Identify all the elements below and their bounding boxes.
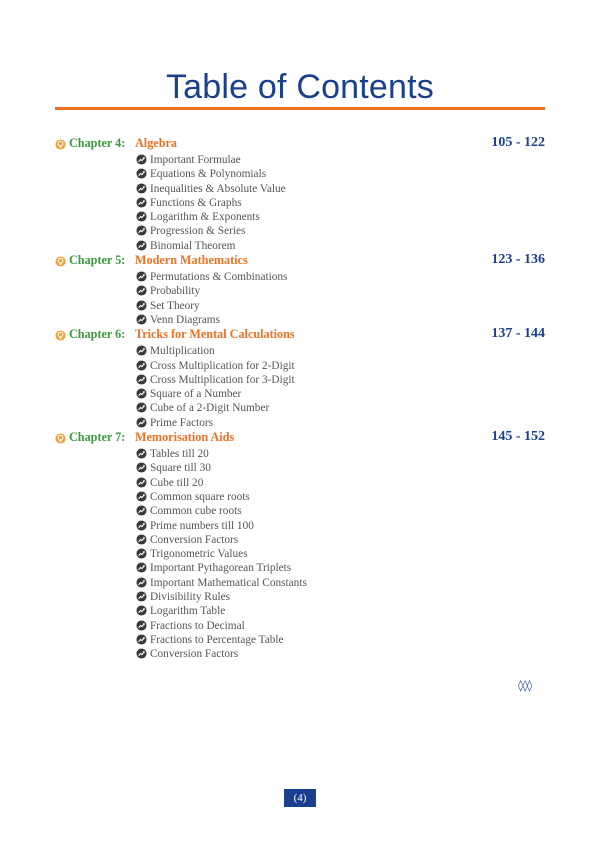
topic-item <box>55 632 545 646</box>
topic-item <box>55 646 545 660</box>
chapter-entry <box>55 135 545 252</box>
trend-arrow-icon <box>136 154 147 165</box>
topic-list <box>55 269 545 326</box>
topic-item <box>55 518 545 532</box>
topic-item <box>55 546 545 560</box>
topic-item <box>55 166 545 180</box>
chapter-label: Chapter 5: <box>69 253 126 268</box>
topic-item <box>55 532 545 546</box>
topic-item <box>55 575 545 589</box>
trend-arrow-icon <box>136 285 147 296</box>
trend-arrow-icon <box>136 374 147 385</box>
topic-label: Multiplication <box>150 345 215 358</box>
trend-arrow-icon <box>136 591 147 602</box>
trend-arrow-icon <box>136 168 147 179</box>
topic-label: Cube till 20 <box>150 476 204 489</box>
topic-label: Important Formulae <box>150 154 241 166</box>
topic-label: Fractions to Decimal <box>150 619 245 632</box>
topic-item <box>55 386 545 400</box>
chapter-title: Modern Mathematics <box>135 253 248 268</box>
topic-item <box>55 460 545 474</box>
trend-arrow-icon <box>136 477 147 488</box>
chapter-page-range: 123 - 136 <box>491 252 545 268</box>
trend-arrow-icon <box>136 462 147 473</box>
topic-label: Progression & Series <box>150 225 246 238</box>
chapter-entry <box>55 252 545 326</box>
topic-label: Important Mathematical Constants <box>150 576 307 589</box>
topic-label: Permutations & Combinations <box>150 271 288 284</box>
topic-item <box>55 238 545 252</box>
trend-arrow-icon <box>136 402 147 413</box>
topic-item <box>55 195 545 209</box>
topic-item <box>55 152 545 166</box>
topic-label: Cross Multiplication for 3-Digit <box>150 373 295 386</box>
trend-arrow-icon <box>136 577 147 588</box>
topic-label: Trigonometric Values <box>150 548 248 561</box>
topic-label: Logarithm Table <box>150 605 226 618</box>
lightbulb-icon <box>55 254 66 265</box>
end-ornament: ◊◊◊ <box>518 679 532 692</box>
trend-arrow-icon <box>136 211 147 222</box>
topic-label: Important Pythagorean Triplets <box>150 562 292 575</box>
trend-arrow-icon <box>136 271 147 282</box>
topic-item <box>55 269 545 283</box>
topic-item <box>55 298 545 312</box>
topic-label: Logarithm & Exponents <box>150 211 260 224</box>
chapter-label: Chapter 7: <box>69 430 126 445</box>
topic-item <box>55 181 545 195</box>
chapter-title: Tricks for Mental Calculations <box>135 327 295 342</box>
topic-label: Prime Factors <box>150 416 214 429</box>
trend-arrow-icon <box>136 448 147 459</box>
topic-item <box>55 503 545 517</box>
topic-label: Functions & Graphs <box>150 196 242 209</box>
topic-item <box>55 489 545 503</box>
trend-arrow-icon <box>136 360 147 371</box>
topic-item <box>55 372 545 386</box>
trend-arrow-icon <box>136 648 147 659</box>
chapter-label: Chapter 4: <box>69 136 126 150</box>
topic-label: Venn Diagrams <box>150 313 220 326</box>
trend-arrow-icon <box>136 520 147 531</box>
trend-arrow-icon <box>136 388 147 399</box>
topic-label: Divisibility Rules <box>150 591 231 604</box>
chapter-title: Algebra <box>135 136 177 150</box>
trend-arrow-icon <box>136 505 147 516</box>
topic-label: Square of a Number <box>150 388 242 401</box>
trend-arrow-icon <box>136 562 147 573</box>
topic-item <box>55 223 545 237</box>
topic-list <box>55 343 545 429</box>
topic-item <box>55 618 545 632</box>
topic-item <box>55 358 545 372</box>
chapter-heading-row <box>55 326 545 343</box>
chapter-page-range: 145 - 152 <box>491 429 545 445</box>
topic-label: Cube of a 2-Digit Number <box>150 402 270 415</box>
topic-item <box>55 415 545 429</box>
table-of-contents <box>55 135 545 661</box>
topic-label: Common square roots <box>150 490 250 503</box>
page-title: Table of Contents <box>165 68 434 106</box>
topic-item <box>55 312 545 326</box>
trend-arrow-icon <box>136 314 147 325</box>
trend-arrow-icon <box>136 345 147 356</box>
trend-arrow-icon <box>136 225 147 236</box>
topic-item <box>55 343 545 357</box>
topic-label: Inequalities & Absolute Value <box>150 182 286 195</box>
topic-item <box>55 603 545 617</box>
topic-item <box>55 446 545 460</box>
trend-arrow-icon <box>136 534 147 545</box>
topic-list <box>55 446 545 660</box>
topic-label: Common cube roots <box>150 505 242 518</box>
trend-arrow-icon <box>136 183 147 194</box>
topic-label: Binomial Theorem <box>150 239 236 252</box>
topic-label: Cross Multiplication for 2-Digit <box>150 359 295 372</box>
trend-arrow-icon <box>136 417 147 428</box>
chapter-title: Memorisation Aids <box>135 430 235 445</box>
topic-item <box>55 475 545 489</box>
topic-label: Set Theory <box>150 299 200 312</box>
topic-label: Conversion Factors <box>150 648 239 661</box>
trend-arrow-icon <box>136 605 147 616</box>
lightbulb-icon <box>55 431 66 442</box>
topic-label: Tables till 20 <box>150 448 209 461</box>
page-number: (4) <box>284 789 316 807</box>
topic-label: Conversion Factors <box>150 533 239 546</box>
chapter-label: Chapter 6: <box>69 327 126 342</box>
chapter-heading-row <box>55 135 545 152</box>
trend-arrow-icon <box>136 240 147 251</box>
chapter-heading-row <box>55 252 545 269</box>
chapter-entry <box>55 326 545 429</box>
topic-label: Prime numbers till 100 <box>150 519 254 532</box>
topic-label: Square till 30 <box>150 462 211 475</box>
topic-item <box>55 400 545 414</box>
topic-list <box>55 152 545 252</box>
topic-item <box>55 589 545 603</box>
chapter-entry <box>55 429 545 660</box>
title-underline <box>55 107 545 110</box>
chapter-page-range: 137 - 144 <box>491 326 545 342</box>
topic-item <box>55 560 545 574</box>
topic-item <box>55 283 545 297</box>
topic-label: Equations & Polynomials <box>150 168 267 181</box>
chapter-heading-row <box>55 429 545 446</box>
lightbulb-icon <box>55 137 66 148</box>
trend-arrow-icon <box>136 197 147 208</box>
chapter-page-range: 105 - 122 <box>491 135 545 150</box>
trend-arrow-icon <box>136 634 147 645</box>
trend-arrow-icon <box>136 620 147 631</box>
trend-arrow-icon <box>136 491 147 502</box>
trend-arrow-icon <box>136 300 147 311</box>
topic-label: Fractions to Percentage Table <box>150 633 284 646</box>
trend-arrow-icon <box>136 548 147 559</box>
topic-item <box>55 209 545 223</box>
topic-label: Probability <box>150 285 201 298</box>
lightbulb-icon <box>55 328 66 339</box>
